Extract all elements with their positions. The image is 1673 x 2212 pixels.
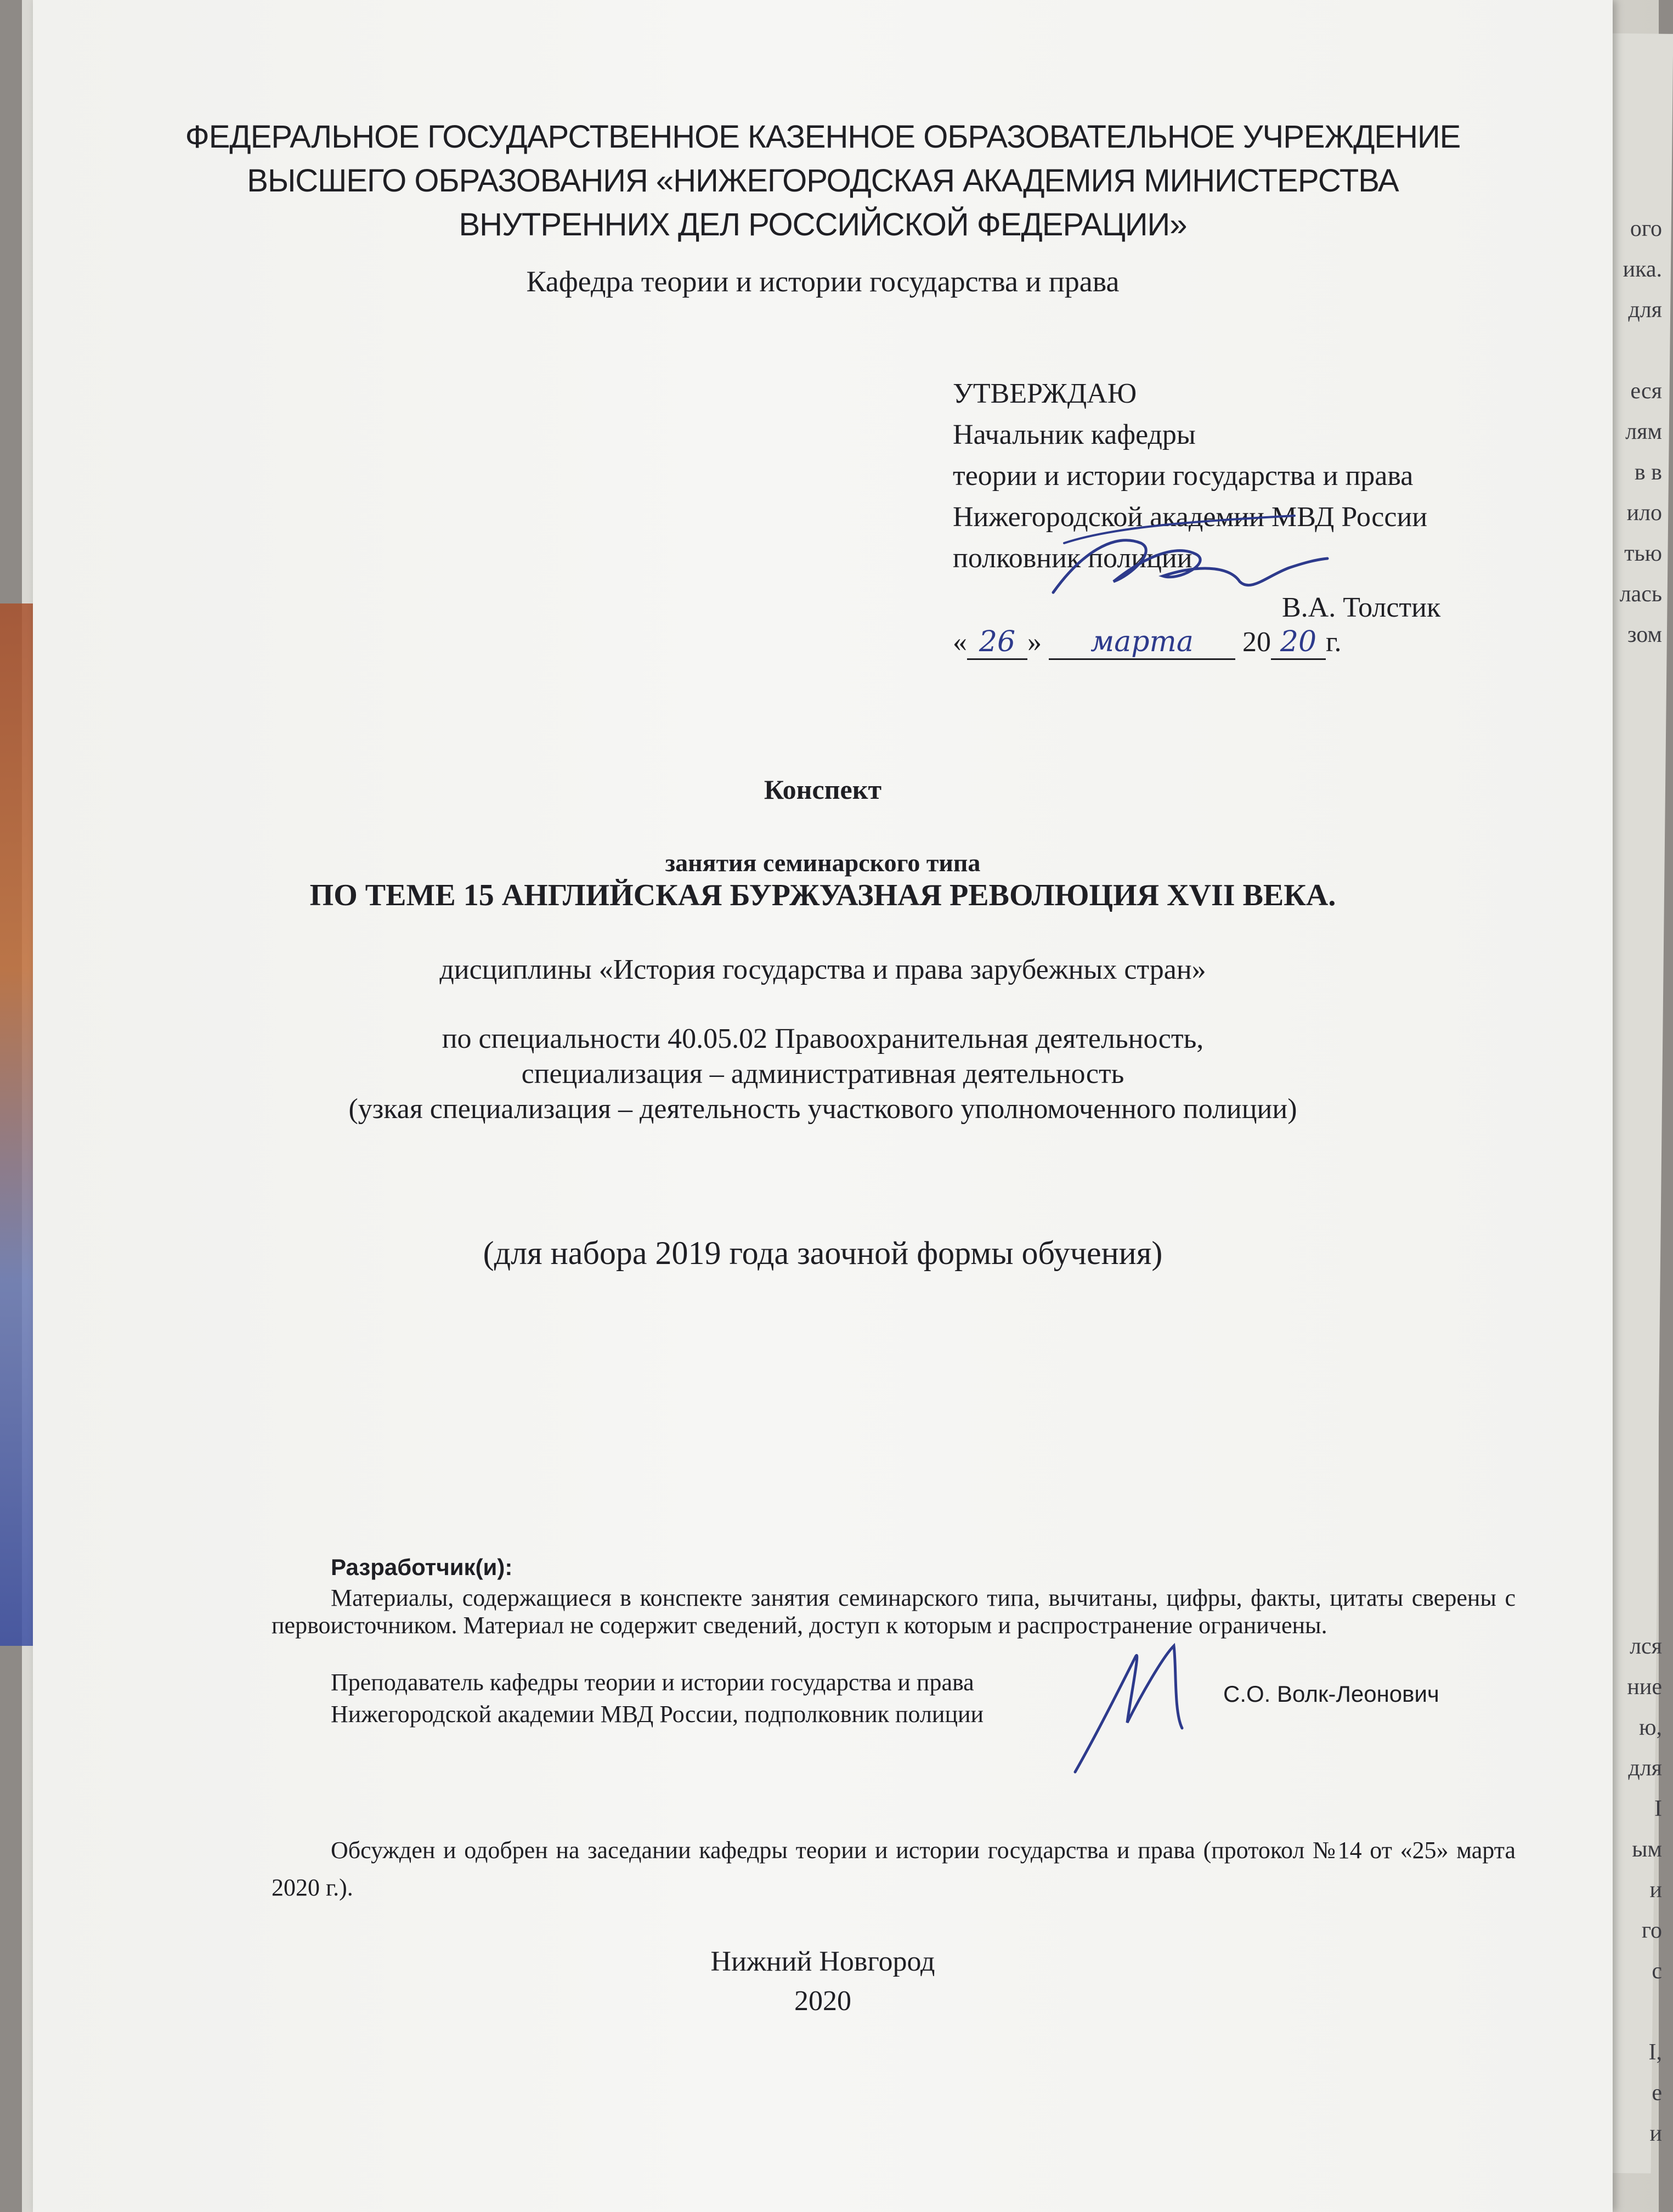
institution-line-3: ВНУТРЕННИХ ДЕЛ РОССИЙСКОЙ ФЕДЕРАЦИИ» xyxy=(459,207,1187,242)
developer-heading: Разработчик(и): xyxy=(331,1554,513,1580)
city: Нижний Новгород xyxy=(710,1946,935,1977)
developer-block xyxy=(331,1550,1516,1584)
department-name: Кафедра теории и истории государства и права xyxy=(526,265,1120,298)
specialty-line-2: специализация – административная деятельность xyxy=(521,1058,1124,1090)
date-month: марта xyxy=(1049,625,1235,660)
institution-name xyxy=(33,115,1613,247)
year: 2020 xyxy=(794,1985,851,2017)
approval-signer: В.А. Толстик xyxy=(1282,592,1441,623)
document-discipline: дисциплины «История государства и права зарубежных стран» xyxy=(439,954,1206,985)
date-day: 26 xyxy=(967,625,1027,660)
underlying-page-text: ого ика. для еся лям в в ило тью лась зом лся ние ю, для I ым и го с I, е и xyxy=(1619,216,1662,2146)
specialty-line-1: по специальности 40.05.02 Правоохранительная деятельность, xyxy=(442,1023,1204,1054)
developer-position-line-1: Преподаватель кафедры теории и истории государства и права xyxy=(331,1669,974,1696)
document-specialty xyxy=(33,1022,1613,1127)
approval-heading: УТВЕРЖДАЮ xyxy=(953,378,1137,409)
title-page xyxy=(33,0,1613,2212)
date-year: 20 xyxy=(1271,625,1326,660)
developer-name: С.О. Волк-Леонович xyxy=(1223,1681,1439,1707)
approval-position-line-3: Нижегородской академии МВД России xyxy=(953,501,1428,533)
specialty-line-3: (узкая специализация – деятельность участкового уполномоченного полиции) xyxy=(348,1093,1297,1125)
document-title: Конспект xyxy=(764,774,882,805)
discussion-note: Обсужден и одобрен на заседании кафедры теории и истории государства и права (протокол №14 от «25» марта 2020 г.). xyxy=(272,1837,1516,1901)
approval-date: « 26 » марта 20 20 г. xyxy=(953,625,1341,660)
developer-position xyxy=(331,1667,984,1730)
developer-signature xyxy=(1064,1635,1229,1783)
document-subtitle: занятия семинарского типа xyxy=(665,849,981,877)
document-topic: ПО ТЕМЕ 15 АНГЛИЙСКАЯ БУРЖУАЗНАЯ РЕВОЛЮЦИЯ XVII ВЕКА. xyxy=(309,878,1336,912)
developer-position-line-2: Нижегородской академии МВД России, подполковник полиции xyxy=(331,1701,984,1728)
approval-position-line-2: теории и истории государства и права xyxy=(953,460,1414,492)
institution-line-2: ВЫСШЕГО ОБРАЗОВАНИЯ «НИЖЕГОРОДСКАЯ АКАДЕМИЯ МИНИСТЕРСТВА xyxy=(247,163,1399,199)
approval-rank: полковник полиции xyxy=(953,543,1192,574)
city-year xyxy=(33,1942,1613,2021)
document-study-form: (для набора 2019 года заочной формы обучения) xyxy=(483,1235,1163,1271)
institution-line-1: ФЕДЕРАЛЬНОЕ ГОСУДАРСТВЕННОЕ КАЗЕННОЕ ОБРАЗОВАТЕЛЬНОЕ УЧРЕЖДЕНИЕ xyxy=(185,119,1461,155)
developer-statement: Материалы, содержащиеся в конспекте занятия семинарского типа, вычитаны, цифры, факты, цитаты сверены с первоисточником. Материал не содержит сведений, доступ к которым и распространение ограничены. xyxy=(272,1584,1516,1639)
approval-position-line-1: Начальник кафедры xyxy=(953,419,1196,450)
